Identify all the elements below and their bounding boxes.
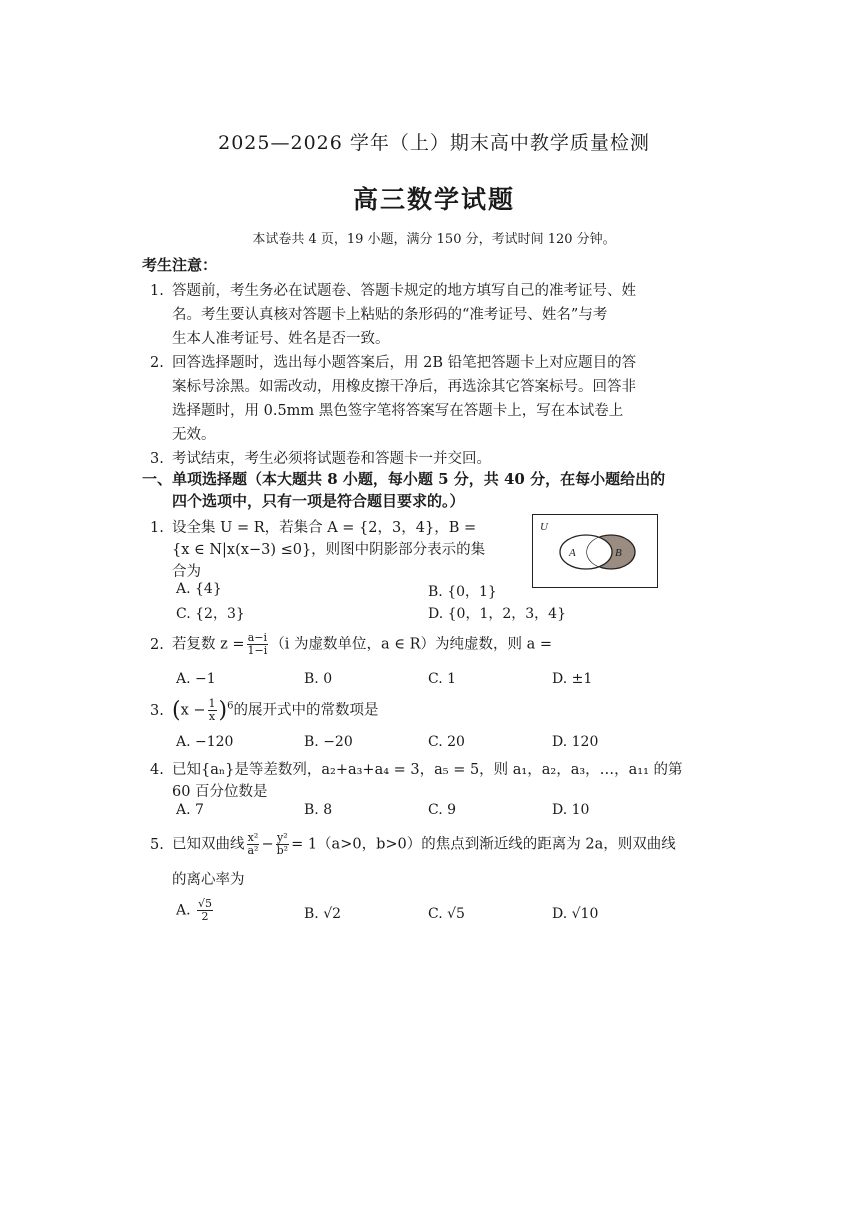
fraction [197, 898, 213, 923]
option-a[interactable] [176, 734, 233, 750]
option-label: B. [304, 734, 319, 750]
option-a[interactable] [176, 802, 204, 818]
fraction [247, 632, 269, 657]
fraction-denominator: 1−i [247, 644, 268, 657]
option-b[interactable] [304, 671, 332, 687]
option-b[interactable] [304, 906, 341, 922]
option-label: D. [552, 906, 568, 922]
option-text: {2，3} [195, 606, 245, 622]
question-number: 2. [150, 636, 164, 653]
option-label: D. [552, 802, 568, 818]
option-b[interactable] [428, 581, 497, 601]
question-number: 1. [150, 520, 164, 536]
question-text: {x ∈ N|x(x−3) ≤0}，则图中阴影部分表示的集 [172, 542, 486, 558]
question-text: 合为 [172, 564, 201, 580]
notice-line: 无效。 [172, 427, 216, 443]
option-text: 9 [447, 802, 457, 818]
option-text: 10 [571, 802, 590, 818]
option-c[interactable] [428, 671, 456, 687]
option-label: C. [428, 734, 443, 750]
set-a-label: A [569, 547, 576, 559]
option-c[interactable] [428, 802, 456, 818]
notice-item-2 [150, 351, 636, 372]
option-text: 0 [323, 671, 333, 687]
option-d[interactable] [552, 802, 589, 818]
fraction-numerator: 1 [208, 697, 216, 710]
set-b-label: B [615, 547, 622, 559]
expression-text: x − [180, 702, 206, 719]
question-text: 60 百分位数是 [172, 784, 268, 800]
question-1 [150, 516, 476, 537]
fraction [276, 832, 289, 857]
notice-line: 考试结束，考生必须将试题卷和答题卡一并交回。 [172, 451, 491, 467]
fraction-numerator: y² [277, 831, 288, 844]
question-3 [150, 698, 379, 723]
fraction-numerator: x² [247, 831, 259, 844]
question-text: = 1（a>0，b>0）的焦点到渐近线的距离为 2a，则双曲线 [291, 836, 676, 853]
section-heading-line1: 一、单项选择题（本大题共 8 小题，每小题 5 分，共 40 分，在每小题给出的 [142, 470, 666, 488]
option-a[interactable] [176, 581, 222, 597]
notice-num: 1. [150, 283, 164, 299]
option-text: 7 [195, 802, 204, 818]
option-label: C. [428, 671, 443, 687]
notice-line: 生本人准考证号、姓名是否一致。 [172, 331, 390, 347]
option-label: C. [176, 606, 191, 622]
option-text: 120 [571, 734, 599, 750]
notice-num: 2. [150, 355, 164, 371]
paper-info: 本试卷共 4 页，19 小题，满分 150 分，考试时间 120 分钟。 [252, 232, 616, 247]
option-text: √5 [447, 906, 465, 922]
option-label: C. [428, 802, 443, 818]
option-label: B. [428, 584, 443, 600]
notice-title: 考生注意： [142, 256, 218, 274]
option-label: D. [552, 671, 568, 687]
exam-title: 2025—2026 学年（上）期末高中教学质量检测 [218, 132, 650, 154]
fraction-denominator: 2 [201, 910, 209, 923]
fraction [208, 698, 217, 723]
option-c[interactable] [428, 734, 465, 750]
question-text: 的展开式中的常数项是 [233, 702, 379, 719]
option-text: {0，1，2，3，4} [447, 606, 566, 622]
fraction-denominator: a² [247, 844, 259, 857]
fraction-numerator: a−i [247, 631, 268, 644]
option-d[interactable] [428, 603, 566, 623]
option-label: A. [176, 802, 191, 818]
notice-item-3 [150, 447, 491, 468]
question-4 [150, 758, 683, 779]
option-text: {0，1} [447, 584, 497, 600]
option-b[interactable] [304, 802, 332, 818]
paren-right: ) [218, 698, 228, 723]
notice-line: 答题前，考生务必在试题卷、答题卡规定的地方填写自己的准考证号、姓 [172, 283, 636, 299]
option-d[interactable] [552, 671, 592, 687]
option-a[interactable] [176, 671, 216, 687]
option-text: −20 [323, 734, 353, 750]
option-label: B. [304, 802, 319, 818]
notice-item-1 [150, 279, 636, 300]
fraction-denominator: b² [276, 844, 289, 857]
venn-diagram [532, 514, 658, 588]
question-5 [150, 832, 676, 857]
question-number: 5. [150, 836, 164, 853]
universe-label: U [540, 521, 548, 533]
notice-line: 名。考生要认真核对答题卡上粘贴的条形码的“准考证号、姓名”与考 [172, 307, 608, 323]
question-text: 已知{aₙ}是等差数列，a₂+a₃+a₄ = 3，a₅ = 5，则 a₁，a₂，a₃，…，a₁₁ 的第 [172, 762, 683, 778]
option-a[interactable] [176, 898, 215, 923]
option-label: A. [176, 581, 191, 597]
option-label: A. [176, 671, 191, 687]
fraction-numerator: √5 [198, 897, 213, 910]
question-text: 的离心率为 [172, 872, 245, 888]
option-label: D. [428, 606, 444, 622]
question-text: （i 为虚数单位，a ∈ R）为纯虚数，则 a = [270, 636, 553, 653]
option-label: A. [176, 902, 191, 919]
subject-title: 高三数学试题 [352, 185, 515, 214]
option-label: B. [304, 906, 319, 922]
option-text: ±1 [571, 671, 593, 687]
question-text: 设全集 U = R，若集合 A = {2，3，4}，B = [172, 520, 477, 536]
option-b[interactable] [304, 734, 353, 750]
minus-sign: − [261, 836, 274, 853]
option-text: −120 [195, 734, 234, 750]
question-text: 已知双曲线 [172, 836, 245, 853]
question-text: 若复数 z = [172, 636, 245, 653]
option-label: A. [176, 734, 191, 750]
option-text: 8 [323, 802, 333, 818]
option-text: √2 [323, 906, 342, 922]
option-c[interactable] [176, 603, 245, 623]
option-text: √10 [571, 906, 599, 922]
fraction [247, 832, 260, 857]
question-number: 4. [150, 762, 164, 778]
notice-line: 选择题时，用 0.5mm 黑色签字笔将答案写在答题卡上，写在本试卷上 [172, 403, 624, 419]
option-label: D. [552, 734, 568, 750]
notice-line: 案标号涂黑。如需改动，用橡皮擦干净后，再选涂其它答案标号。回答非 [172, 379, 636, 395]
option-text: 20 [447, 734, 465, 750]
notice-line: 回答选择题时，选出每小题答案后，用 2B 铅笔把答题卡上对应题目的答 [172, 355, 637, 371]
option-c[interactable] [428, 906, 465, 922]
option-d[interactable] [552, 734, 598, 750]
section-heading-line2: 四个选项中，只有一项是符合题目要求的。） [172, 492, 465, 510]
option-label: B. [304, 671, 319, 687]
notice-num: 3. [150, 451, 164, 467]
fraction-denominator: x [208, 710, 216, 723]
option-text: −1 [195, 671, 216, 687]
question-2 [150, 632, 552, 657]
option-text: {4} [195, 581, 222, 597]
option-d[interactable] [552, 906, 598, 922]
option-text: 1 [447, 671, 457, 687]
exponent: 6 [227, 700, 234, 712]
paren-left: ( [172, 698, 181, 723]
question-number: 3. [150, 702, 164, 719]
option-label: C. [428, 906, 443, 922]
